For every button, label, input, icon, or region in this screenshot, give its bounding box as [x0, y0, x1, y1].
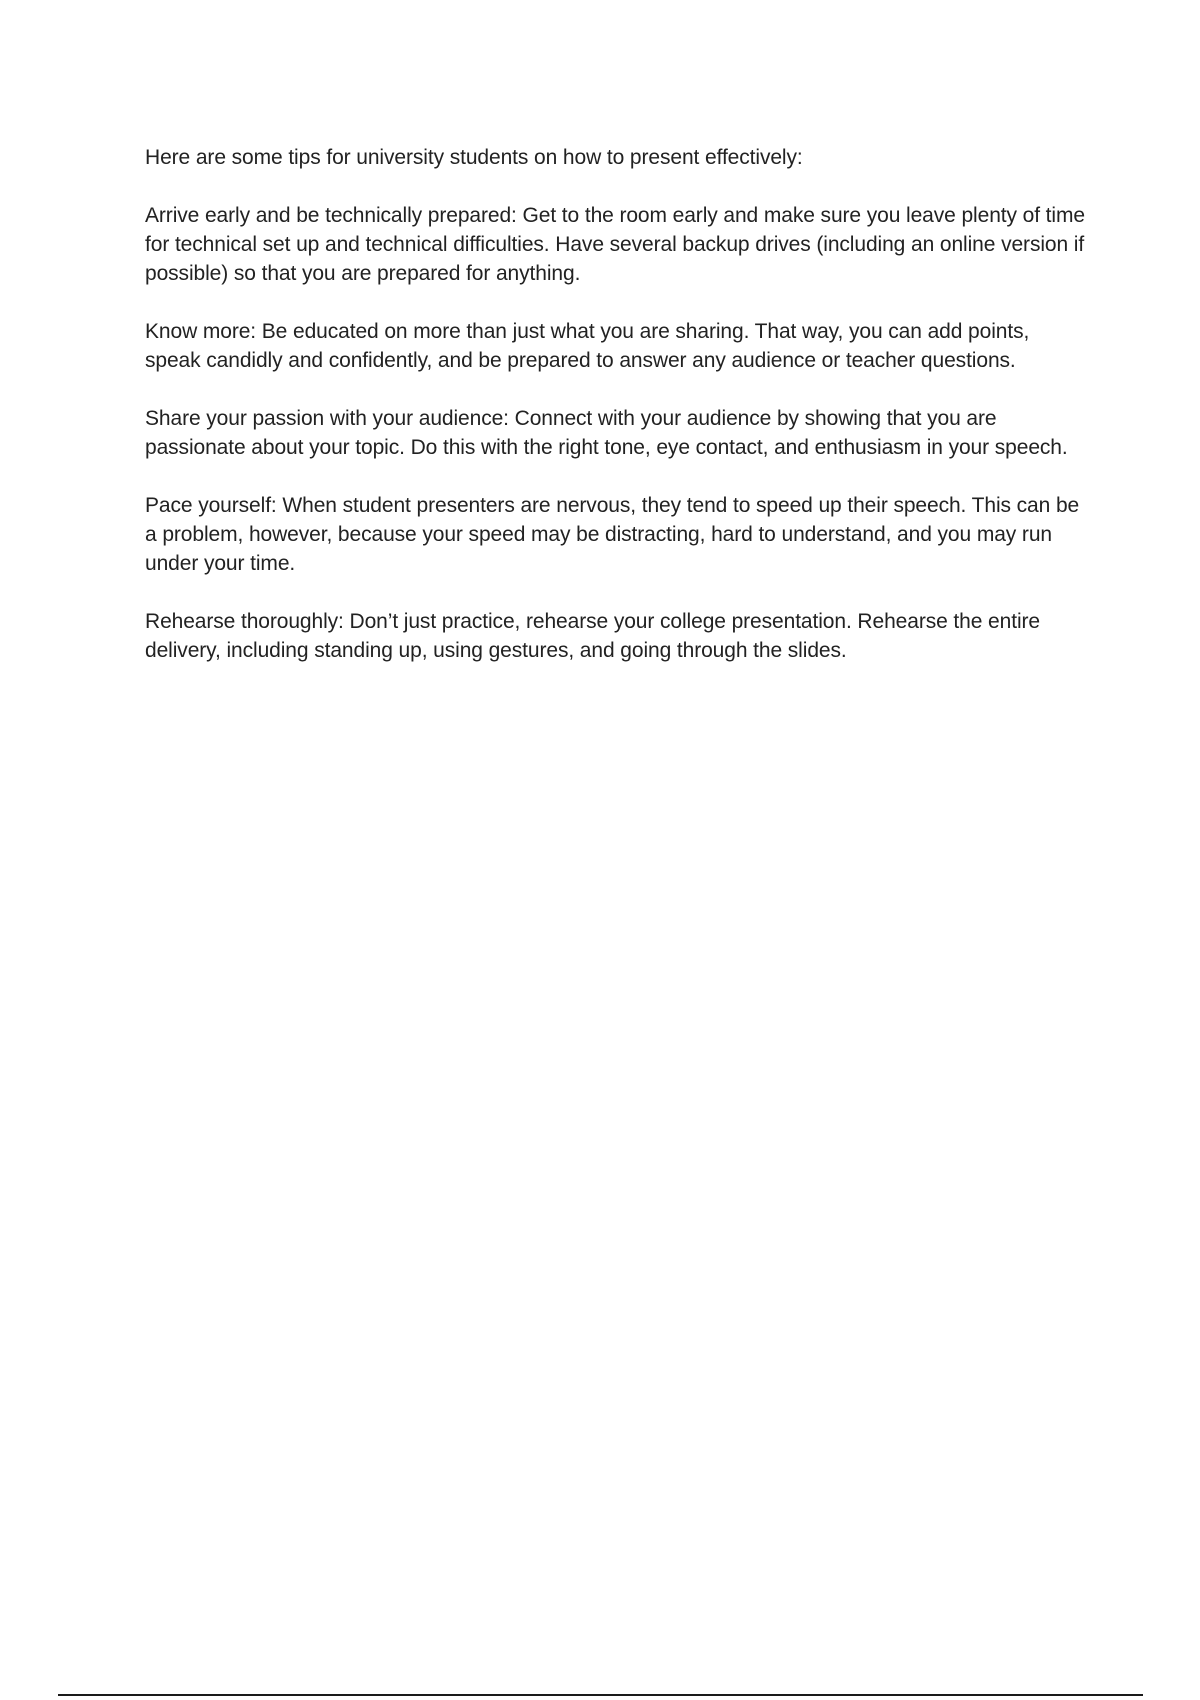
tip-paragraph-arrive-early: Arrive early and be technically prepared: Get to the room early and make sure you leave plenty of time for technical set up and technical difficulties. Have several backup drives (including an online version if possible) so that you are prepared for anything. [145, 204, 1085, 285]
tip-paragraph-pace-yourself: Pace yourself: When student presenters are nervous, they tend to speed up their speech. This can be a problem, however, because your speed may be distracting, hard to understand, and you may run under your time. [145, 494, 1080, 575]
tip-paragraph-rehearse: Rehearse thoroughly: Don’t just practice, rehearse your college presentation. Rehearse the entire delivery, including standing up, using gestures, and going through the slides. [145, 610, 1040, 662]
tip-paragraph-share-passion: Share your passion with your audience: Connect with your audience by showing that you are passionate about your topic. Do this with the right tone, eye contact, and enthusiasm in your speech. [145, 407, 1068, 459]
page-bottom-divider [58, 1694, 1143, 1696]
tip-paragraph-know-more: Know more: Be educated on more than just what you are sharing. That way, you can add points, speak candidly and confidently, and be prepared to answer any audience or teacher questions. [145, 320, 1030, 372]
document-body [145, 143, 1090, 694]
intro-paragraph: Here are some tips for university students on how to present effectively: [145, 146, 803, 169]
